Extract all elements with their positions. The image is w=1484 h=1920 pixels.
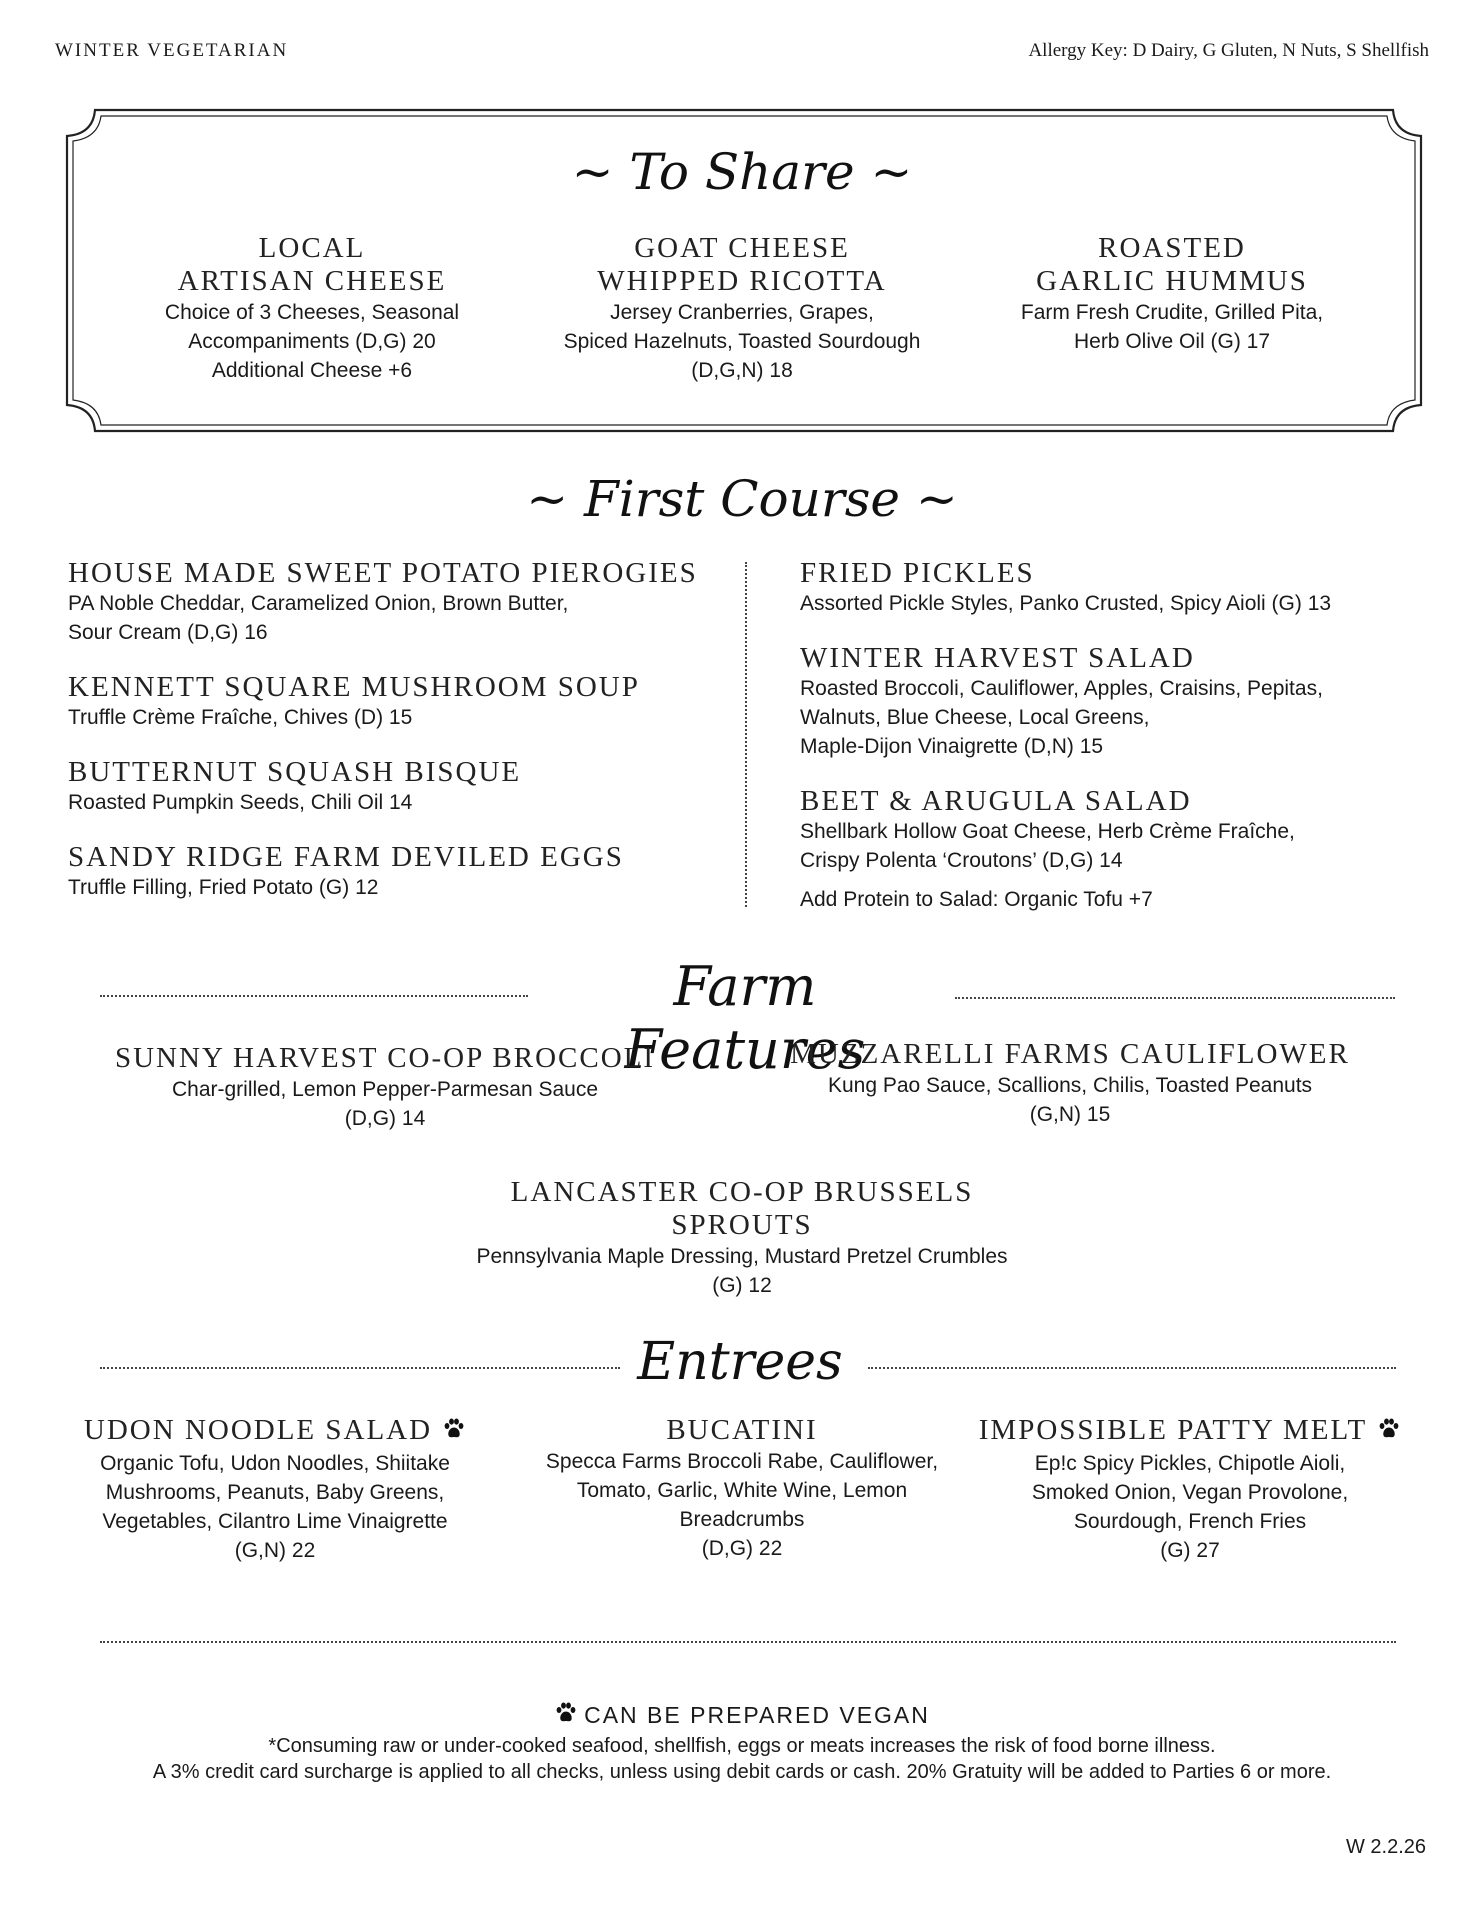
- dish-desc: Tomato, Garlic, White Wine, Lemon: [576, 1479, 908, 1502]
- vegan-legend-text: CAN BE PREPARED VEGAN: [584, 1702, 930, 1728]
- dish-desc: (D,G,N) 18: [691, 359, 793, 382]
- dish-desc: Specca Farms Broccoli Rabe, Cauliflower,: [545, 1450, 939, 1473]
- add-protein-note: Add Protein to Salad: Organic Tofu +7: [800, 888, 1153, 911]
- dish-desc: Assorted Pickle Styles, Panko Crusted, Spicy Aioli (G) 13: [800, 592, 1332, 615]
- share-item-hummus: [957, 232, 1387, 356]
- dish-name: WHIPPED RICOTTA: [597, 265, 887, 297]
- menu-item: [68, 841, 768, 902]
- dish-name: WINTER HARVEST SALAD: [800, 642, 1195, 674]
- dish-desc: Truffle Filling, Fried Potato (G) 12: [68, 876, 379, 899]
- dish-desc: PA Noble Cheddar, Caramelized Onion, Brown Butter,: [68, 592, 569, 615]
- dish-desc: Spiced Hazelnuts, Toasted Sourdough: [563, 330, 921, 353]
- dish-desc: Char-grilled, Lemon Pepper-Parmesan Sauce: [171, 1078, 599, 1101]
- dotted-rule: [100, 1641, 1396, 1643]
- dish-desc: Maple-Dijon Vinaigrette (D,N) 15: [800, 735, 1104, 758]
- dish-desc: Truffle Crème Fraîche, Chives (D) 15: [68, 706, 413, 729]
- dish-desc: Vegetables, Cilantro Lime Vinaigrette: [102, 1510, 448, 1533]
- dish-desc: Roasted Broccoli, Cauliflower, Apples, Craisins, Pepitas,: [800, 677, 1323, 700]
- dish-name: SUNNY HARVEST CO-OP BROCCOLI: [114, 1042, 656, 1074]
- menu-item: [68, 557, 768, 647]
- paw-icon: [1377, 1416, 1401, 1449]
- dish-name: BEET & ARUGULA SALAD: [800, 785, 1192, 817]
- share-item-cheese: [97, 232, 527, 385]
- dish-desc: Smoked Onion, Vegan Provolone,: [1031, 1481, 1349, 1504]
- allergy-key: Allergy Key: D Dairy, G Gluten, N Nuts, S Shellfish: [1028, 40, 1429, 61]
- dish-name: ROASTED: [1098, 232, 1246, 264]
- dish-name: GARLIC HUMMUS: [1036, 265, 1308, 297]
- dish-desc: Mushrooms, Peanuts, Baby Greens,: [105, 1481, 445, 1504]
- dish-desc: (G) 27: [1160, 1539, 1220, 1562]
- dish-desc: Breadcrumbs: [679, 1508, 805, 1531]
- menu-item: [800, 785, 1440, 875]
- dish-desc: Additional Cheese +6: [211, 359, 413, 382]
- first-course-left-column: [68, 557, 768, 926]
- menu-version: W 2.2.26: [1345, 1836, 1426, 1858]
- first-course-right-column: [800, 557, 1440, 914]
- dish-name-row: [60, 1414, 490, 1449]
- dish-name: FRIED PICKLES: [800, 557, 1035, 589]
- dotted-rule: [100, 1367, 620, 1369]
- paw-icon: [554, 1701, 578, 1733]
- dish-name: IMPOSSIBLE PATTY MELT: [978, 1414, 1368, 1446]
- dish-desc: Farm Fresh Crudite, Grilled Pita,: [1020, 301, 1324, 324]
- food-safety-note: *Consuming raw or under-cooked seafood, shellfish, eggs or meats increases the risk of food borne illness.: [268, 1735, 1216, 1757]
- dish-name-row: [965, 1414, 1415, 1449]
- dish-desc: Organic Tofu, Udon Noodles, Shiitake: [100, 1452, 450, 1475]
- share-item-ricotta: [527, 232, 957, 385]
- dish-desc: Crispy Polenta ‘Croutons’ (D,G) 14: [800, 849, 1123, 872]
- dish-desc: Walnuts, Blue Cheese, Local Greens,: [800, 706, 1150, 729]
- dish-name: HOUSE MADE SWEET POTATO PIEROGIES: [68, 557, 698, 589]
- feature-item-brussels: [367, 1176, 1117, 1300]
- menu-item: [800, 557, 1440, 618]
- dish-name: LANCASTER CO-OP BRUSSELS: [510, 1176, 974, 1208]
- entree-udon: [60, 1414, 490, 1565]
- dish-name: MUZZARELLI FARMS CAULIFLOWER: [790, 1038, 1350, 1070]
- menu-item: [68, 756, 768, 817]
- dish-desc: Shellbark Hollow Goat Cheese, Herb Crème Fraîche,: [800, 820, 1295, 843]
- dish-desc: Sourdough, French Fries: [1073, 1510, 1307, 1533]
- footer-notes: [0, 1699, 1484, 1785]
- dish-name: SANDY RIDGE FARM DEVILED EGGS: [68, 841, 624, 873]
- dish-desc: Roasted Pumpkin Seeds, Chili Oil 14: [68, 791, 413, 814]
- entree-patty-melt: [965, 1414, 1415, 1565]
- entree-bucatini: [517, 1414, 967, 1563]
- dish-desc: Herb Olive Oil (G) 17: [1073, 330, 1271, 353]
- menu-item: [68, 671, 768, 732]
- dotted-rule: [868, 1367, 1396, 1369]
- menu-item: [800, 642, 1440, 761]
- to-share-title: ~ To Share ~: [571, 143, 913, 201]
- dish-name: BUCATINI: [666, 1414, 818, 1446]
- dish-desc: (G,N) 15: [1029, 1103, 1111, 1126]
- surcharge-note: A 3% credit card surcharge is applied to all checks, unless using debit cards or cash. 20% Gratuity will be added to Parties 6 or more.: [152, 1761, 1332, 1783]
- dish-desc: Accompaniments (D,G) 20: [188, 330, 436, 353]
- dish-name: ARTISAN CHEESE: [177, 265, 447, 297]
- dish-desc: Pennsylvania Maple Dressing, Mustard Pretzel Crumbles: [476, 1245, 1008, 1268]
- dish-desc: Ep!c Spicy Pickles, Chipotle Aioli,: [1034, 1452, 1346, 1475]
- dish-name: GOAT CHEESE: [634, 232, 850, 264]
- vegan-legend: [0, 1699, 1484, 1733]
- feature-item-broccoli: [60, 1042, 710, 1133]
- dish-name: UDON NOODLE SALAD: [83, 1414, 433, 1446]
- feature-item-cauliflower: [745, 1038, 1395, 1129]
- dish-desc: Jersey Cranberries, Grapes,: [610, 301, 874, 324]
- dish-desc: (G,N) 22: [234, 1539, 316, 1562]
- dish-desc: (D,G) 14: [344, 1107, 426, 1130]
- dish-desc: Sour Cream (D,G) 16: [68, 621, 268, 644]
- farm-features-title: Farm Features: [624, 955, 866, 1081]
- dish-name: BUTTERNUT SQUASH BISQUE: [68, 756, 522, 788]
- entrees-title: Entrees: [637, 1332, 843, 1392]
- dish-desc: (G) 12: [712, 1274, 772, 1297]
- dotted-rule: [100, 995, 528, 997]
- first-course-title: ~ First Course ~: [526, 470, 958, 528]
- dish-desc: Choice of 3 Cheeses, Seasonal: [164, 301, 460, 324]
- dish-name: SPROUTS: [671, 1209, 813, 1241]
- column-divider: [745, 562, 747, 907]
- dish-name: LOCAL: [258, 232, 366, 264]
- dish-desc: (D,G) 22: [701, 1537, 783, 1560]
- menu-category-label: WINTER VEGETARIAN: [55, 40, 289, 61]
- paw-icon: [442, 1416, 466, 1449]
- dotted-rule: [955, 997, 1395, 999]
- dish-desc: Kung Pao Sauce, Scallions, Chilis, Toasted Peanuts: [827, 1074, 1313, 1097]
- dish-name: KENNETT SQUARE MUSHROOM SOUP: [68, 671, 640, 703]
